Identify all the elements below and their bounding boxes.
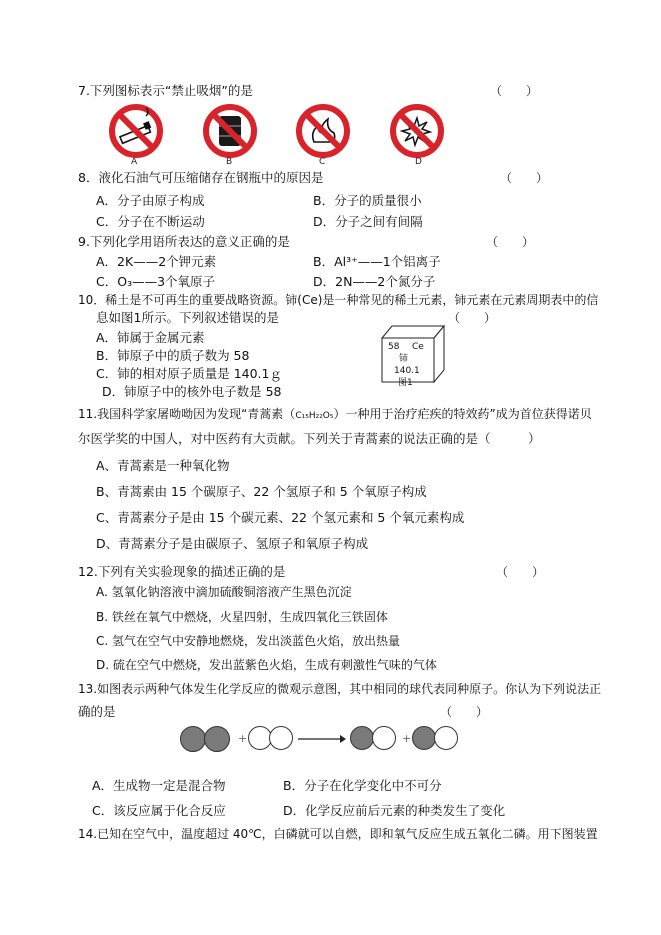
no-fire-icon	[292, 104, 354, 158]
q10-option-a: A．铈属于金属元素	[96, 330, 205, 345]
product-dark-atom	[412, 726, 436, 750]
q8-option-d: D．分子之间有间隔	[313, 214, 423, 229]
q11-stem-line1-part1: 11.我国科学家屠呦呦因为发现“青蒿素（	[78, 407, 296, 421]
q9-option-a: A．2K——2个钾元素	[96, 254, 217, 269]
q8-stem: 8．液化石油气可压缩储存在钢瓶中的原因是	[78, 170, 324, 185]
q7-option-b-label: B	[226, 157, 233, 167]
q8-option-b: B．分子的质量很小	[313, 193, 422, 208]
q11-option-b: B、青蒿素由 15 个碳原子、22 个氢原子和 5 个氧原子构成	[96, 484, 427, 499]
figure-1-caption: 图1	[398, 378, 413, 388]
q11-option-c: C、青蒿素分子是由 15 个碳元素、22 个氢元素和 5 个氧元素构成	[96, 510, 465, 525]
q9-option-c: C．O₃——3个氧原子	[96, 274, 216, 289]
reactant-dark-atom	[180, 726, 206, 752]
q11-option-d: D、青蒿素分子是由碳原子、氢原子和氧原子构成	[96, 536, 369, 551]
reaction-arrow-icon	[298, 734, 346, 744]
q12-answer-paren: （ ）	[496, 565, 545, 579]
q10-stem-line1: 10．稀土是不可再生的重要战略资源。铈(Ce)是一种常见的稀土元素，铈元素在元素周期表中的信	[78, 293, 599, 307]
no-barrel-icon	[200, 104, 260, 158]
q8-answer-paren: （ ）	[500, 171, 549, 185]
plus-sign: +	[238, 732, 248, 745]
q10-option-c: C．铈的相对原子质量是 140.1ｇ	[96, 366, 282, 381]
q8-option-c: C．分子在不断运动	[96, 214, 205, 229]
q13-stem-line1: 13.如图表示两种气体发生化学反应的微观示意图，其中相同的球代表同种原子。你认为下列说法正	[78, 682, 602, 696]
q9-option-b: B．Al³⁺——1个铝离子	[313, 254, 441, 269]
q12-option-d: D. 硫在空气中燃烧，发出蓝紫色火焰，生成有刺激性气味的气体	[96, 658, 437, 672]
q11-stem-line1	[78, 406, 592, 424]
reactant-white-atom	[269, 726, 293, 750]
q9-option-d: D．2N——2个氮分子	[313, 274, 436, 289]
q13-stem-line2: 确的是	[78, 704, 116, 719]
q11-stem-line2: 尔医学奖的中国人，对中医药有大贡献。下列关于青蒿素的说法正确的是（ ）	[78, 431, 541, 446]
plus-sign: +	[402, 732, 412, 745]
element-symbol: Ce	[412, 342, 424, 352]
q13-option-b: B．分子在化学变化中不可分	[283, 778, 442, 793]
reactant-dark-atom	[204, 726, 230, 752]
no-cigarette-icon	[106, 104, 166, 158]
q10-option-b: B．铈原子中的质子数为 58	[96, 348, 250, 363]
q7-stem: 7.下列图标表示“禁止吸烟”的是	[78, 83, 253, 98]
q7-option-a-label: A	[131, 157, 138, 167]
q7-answer-paren: （ ）	[490, 84, 539, 98]
q7-option-d-label: D	[415, 157, 422, 167]
q14-stem-line1: 14.已知在空气中，温度超过 40℃，白磷就可以自燃，即和氧气反应生成五氧化二磷。用下图装置	[78, 827, 598, 841]
no-fireworks-icon	[386, 104, 448, 158]
q12-option-b: B. 铁丝在氧气中燃烧，火星四射，生成四氧化三铁固体	[96, 610, 388, 624]
q7-option-c-label: C	[319, 157, 326, 167]
q9-answer-paren: （ ）	[486, 235, 535, 249]
q10-option-d: D．铈原子中的核外电子数是 58	[102, 384, 282, 399]
element-number: 58	[388, 342, 400, 352]
q13-option-d: D．化学反应前后元素的种类发生了变化	[283, 803, 506, 818]
q12-option-c: C. 氢气在空气中安静地燃烧，发出淡蓝色火焰，放出热量	[96, 634, 401, 648]
artemisinin-formula: C₁₅H₂₂O₅	[295, 411, 334, 421]
element-mass: 140.1	[394, 366, 420, 376]
q9-stem: 9.下列化学用语所表达的意义正确的是	[78, 234, 290, 249]
q10-answer-paren: （ ）	[448, 311, 497, 325]
q10-stem-line2: 息如图1所示。下列叙述错误的是	[96, 310, 279, 325]
q8-option-a: A．分子由原子构成	[96, 193, 205, 208]
q12-stem: 12.下列有关实验现象的描述正确的是	[78, 564, 286, 579]
element-name: 铈	[399, 354, 409, 364]
product-white-atom	[434, 726, 458, 750]
q11-stem-line1-part2: ）一种用于治疗疟疾的特效药”成为首位获得诺贝	[333, 407, 592, 421]
product-dark-atom	[350, 726, 374, 750]
q13-answer-paren: （ ）	[440, 705, 489, 719]
q13-option-c: C．该反应属于化合反应	[92, 803, 226, 818]
product-white-atom	[372, 726, 396, 750]
q13-option-a: A．生成物一定是混合物	[92, 778, 226, 793]
q11-option-a: A、青蒿素是一种氧化物	[96, 458, 230, 473]
q12-option-a: A. 氢氧化钠溶液中滴加硫酸铜溶液产生黑色沉淀	[96, 585, 352, 599]
